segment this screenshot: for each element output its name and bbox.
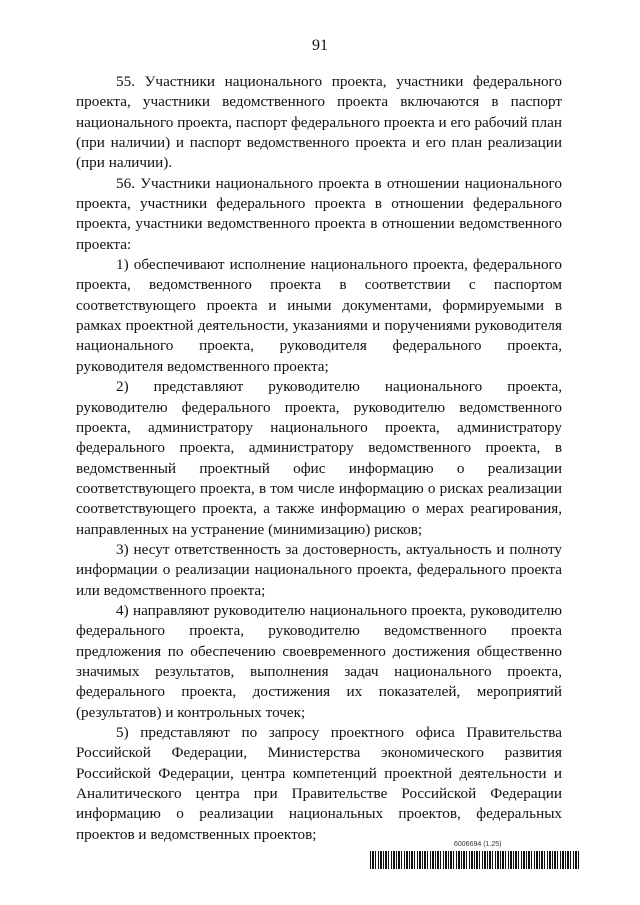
list-item-5: 5) представляют по запросу проектного офиса Правительства Российской Федерации, Министерства экономического развития Российской Федерации, центра компетенций проектной деятельности и Аналитического центра при Правительстве Российской Федерации информацию о реализации национальных проектов, федеральных проектов и ведомственных проектов; [76, 724, 562, 843]
paragraph-55: 55. Участники национального проекта, участники федерального проекта, участники ведомственного проекта включаются в паспорт национального проекта, паспорт федерального проекта и его рабочий план (при наличии) и паспорт ведомственного проекта и его план реализации (при наличии). [76, 73, 562, 172]
barcode [370, 851, 580, 869]
list-item-1: 1) обеспечивают исполнение национального проекта, федерального проекта, ведомственного проекта в соответствии с паспортом соответствующего проекта и иными документами, формируемыми в рамках проектной деятельности, указаниями и поручениями руководителя национального проекта, руководителя федерального проекта, руководителя ведомственного проекта; [76, 256, 562, 375]
list-item-3: 3) несут ответственность за достоверность, актуальность и полноту информации о реализации национального проекта, федерального проекта или ведомственного проекта; [76, 540, 562, 599]
document-body [76, 72, 562, 845]
list-item-2: 2) представляют руководителю национального проекта, руководителю федерального проекта, руководителю ведомственного проекта, администратору национального проекта, администратору федерального проекта, администратору ведомственного проекта, в ведомственный проектный офис информацию о реализации соответствующего проекта, в том числе информацию о рисках реализации соответствующего проекта, а также информацию о мерах реагирования, направленных на устранение (минимизацию) рисков; [76, 378, 562, 538]
list-item-4: 4) направляют руководителю национального проекта, руководителю федерального проекта, руководителю ведомственного проекта предложения по обеспечению своевременного достижения общественно значимых результатов, выполнения задач национального проекта, федерального проекта, достижения их показателей, мероприятий (результатов) и контрольных точек; [76, 601, 562, 721]
document-code: 6006694 (1.25) [454, 841, 502, 848]
paragraph-56: 56. Участники национального проекта в отношении национального проекта, участники федерального проекта в отношении федерального проекта, участники ведомственного проекта в отношении ведомственного проекта: [76, 174, 562, 253]
page-number: 91 [312, 37, 328, 54]
